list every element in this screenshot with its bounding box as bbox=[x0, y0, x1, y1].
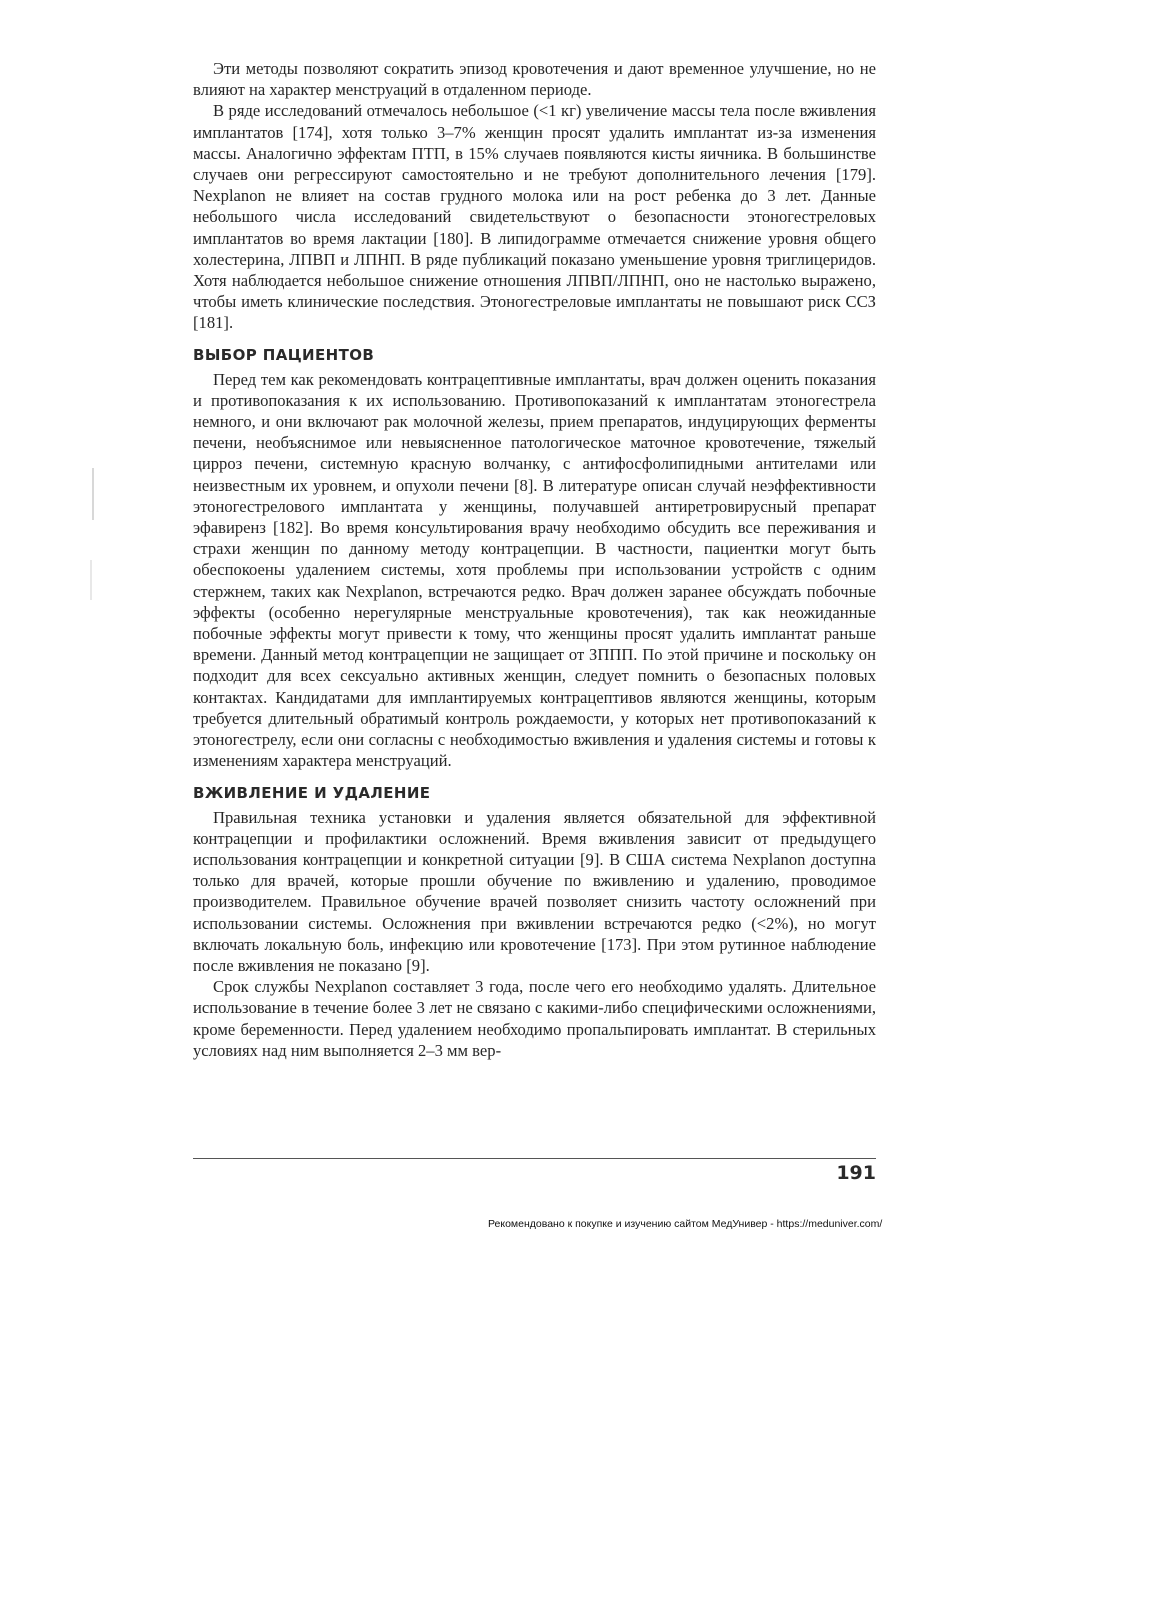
section-heading-patients: ВЫБОР ПАЦИЕНТОВ bbox=[193, 345, 375, 364]
paragraph-top-1: Эти методы позволяют сократить эпизод кровотечения и дают временное улучшение, но не влияют на характер менструаций в отдаленном периоде. bbox=[193, 59, 876, 100]
footer-rule bbox=[193, 1158, 876, 1159]
paragraph-top-2: В ряде исследований отмечалось небольшое (<1 кг) увеличение массы тела после вживления имплантатов [174], хотя только 3–7% женщин просят удалить имплантат из-за изменения массы. Аналогично эффектам ПТП, в 15% случаев появляются кисты яичника. В большинстве случаев они регрессируют самостоятельно и не требуют дополнительного лечения [179]. Nexplanon не влияет на состав грудного молока или на рост ребенка до 3 лет. Данные небольшого числа исследований свидетельствуют о безопасности этоногестреловых имплантатов во время лактации [180]. В липидограмме отмечается снижение уровня общего холестерина, ЛПВП и ЛПНП. В ряде публикаций показано уменьшение уровня триглицеридов. Хотя наблюдается небольшое снижение отношения ЛПВП/ЛПНП, оно не настолько выражено, чтобы иметь клинические последствия. Этоногестреловые имплантаты не повышают риск ССЗ [181]. bbox=[193, 101, 876, 333]
paragraph-insertion-1: Правильная техника установки и удаления является обязательной для эффективной контрацепции и профилактики осложнений. Время вживления зависит от предыдущего использования контрацепции и конкретной ситуации [9]. В США система Nexplanon доступна только для врачей, которые прошли обучение по вживлению и удалению, проводимое производителем. Правильное обучение врачей позволяет снизить частоту осложнений при использовании системы. Осложнения при вживлении встречаются редко (<2%), но могут включать локальную боль, инфекцию или кровотечение [173]. При этом рутинное наблюдение после вживления не показано [9]. bbox=[193, 807, 876, 975]
section-heading-insertion: ВЖИВЛЕНИЕ И УДАЛЕНИЕ bbox=[193, 783, 431, 802]
scan-artifact-line bbox=[90, 560, 92, 600]
paragraph-patients: Перед тем как рекомендовать контрацептивные имплантаты, врач должен оценить показания и противопоказания к их использованию. Противопоказаний к имплантатам этоногестрела немного, и они включают рак молочной железы, прием препаратов, индуцирующих ферменты печени, необъяснимое или невыясненное патологическое маточное кровотечение, тяжелый цирроз печени, системную красную волчанку, с антифосфолипидными антителами или неизвестным их уровнем, и опухоли печени [8]. В литературе описан случай неэффективности этоногестрелового имплантата у женщины, получавшей антиретровирусный препарат эфавиренз [182]. Во время консультирования врачу необходимо обсудить все переживания и страхи женщин по данному методу контрацепции. В частности, пациентки могут быть обеспокоены удалением системы, хотя проблемы при использовании устройств с одним стержнем, таких как Nexplanon, встречаются редко. Врач должен заранее обсуждать побочные эффекты (особенно нерегулярные менструальные кровотечения), так как неожиданные побочные эффекты могут привести к тому, что женщины просят удалить имплантат раньше времени. Данный метод контрацепции не защищает от ЗППП. По этой причине и поскольку он подходит для всех сексуально активных женщин, следует помнить о безопасных половых контактах. Кандидатами для имплантируемых контрацептивов являются женщины, которым требуется длительный обратимый контроль рождаемости, у которых нет противопоказаний к этоногестрелу, если они согласны с необходимостью вживления и удаления системы и готовы к изменениям характера менструаций. bbox=[193, 369, 876, 771]
footer-note: Рекомендовано к покупке и изучению сайтом МедУнивер - https://meduniver.com/ bbox=[488, 1218, 883, 1230]
paragraph-insertion-2: Срок службы Nexplanon составляет 3 года, после чего его необходимо удалять. Длительное использование в течение более 3 лет не связано с какими-либо специфическими осложнениями, кроме беременности. Перед удалением необходимо пропальпировать имплантат. В стерильных условиях над ним выполняется 2–3 мм вер- bbox=[193, 977, 876, 1060]
page-number: 191 bbox=[836, 1162, 876, 1184]
page-body bbox=[193, 58, 876, 1061]
scan-artifact-line bbox=[92, 468, 94, 520]
